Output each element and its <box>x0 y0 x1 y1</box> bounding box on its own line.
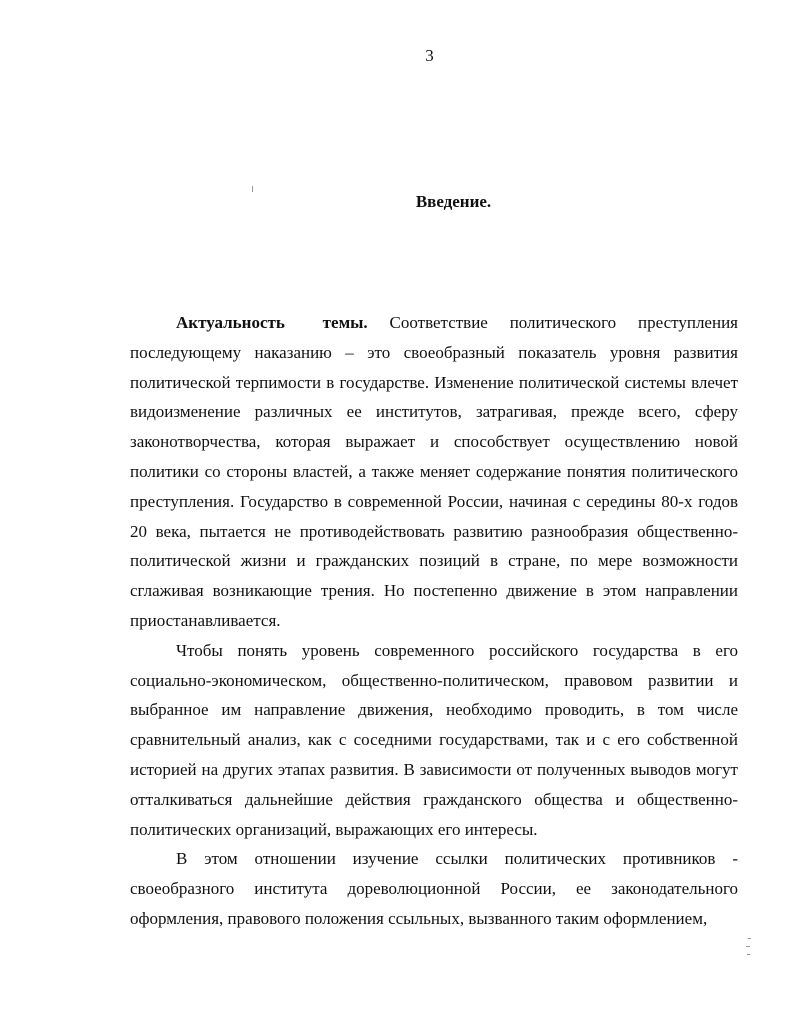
scan-artifact-mark <box>746 946 750 947</box>
paragraph-text: Соответствие политического преступления последующему наказанию – это своеобразный показатель уровня развития политической терпимости в государстве. Изменение политической системы влечет видоизменение различных ее институтов, затрагивая, прежде всего, сферу законотворчества, которая выражает и способствует осуществлению новой политики со стороны властей, а также меняет содержание понятия политического преступления. Государство в современной России, начиная с середины 80-х годов 20 века, пытается не противодействовать развитию разнообразия общественно-политической жизни и гражданских позиций в стране, по мере возможности сглаживая возникающие трения. Но постепенно движение в этом направлении приостанавливается. <box>130 313 738 630</box>
page-number: 3 <box>425 46 434 65</box>
body-text <box>130 308 738 934</box>
paragraph-analysis: Чтобы понять уровень современного российского государства в его социально-экономическом, общественно-политическом, правовом развитии и выбранное им направление движения, необходимо проводить, в том числе сравнительный анализ, как с соседними государствами, так и с его собственной историей на других этапах развития. В зависимости от полученных выводов могут отталкиваться дальнейшие действия гражданского общества и общественно-политических организаций, выражающих его интересы. <box>130 640 738 839</box>
scan-artifact-mark <box>748 938 751 939</box>
scan-artifact-mark <box>747 954 750 955</box>
section-heading: Введение. <box>415 192 492 211</box>
paragraph-relevance <box>130 308 738 636</box>
paragraph-lead: Актуальность темы. <box>176 313 368 332</box>
paragraph-exile-study: В этом отношении изучение ссылки политических противников - своеобразного института дореволюционной России, ее законодательного оформления, правового положения ссыльных, вызванного таким оформлением, <box>130 849 738 928</box>
